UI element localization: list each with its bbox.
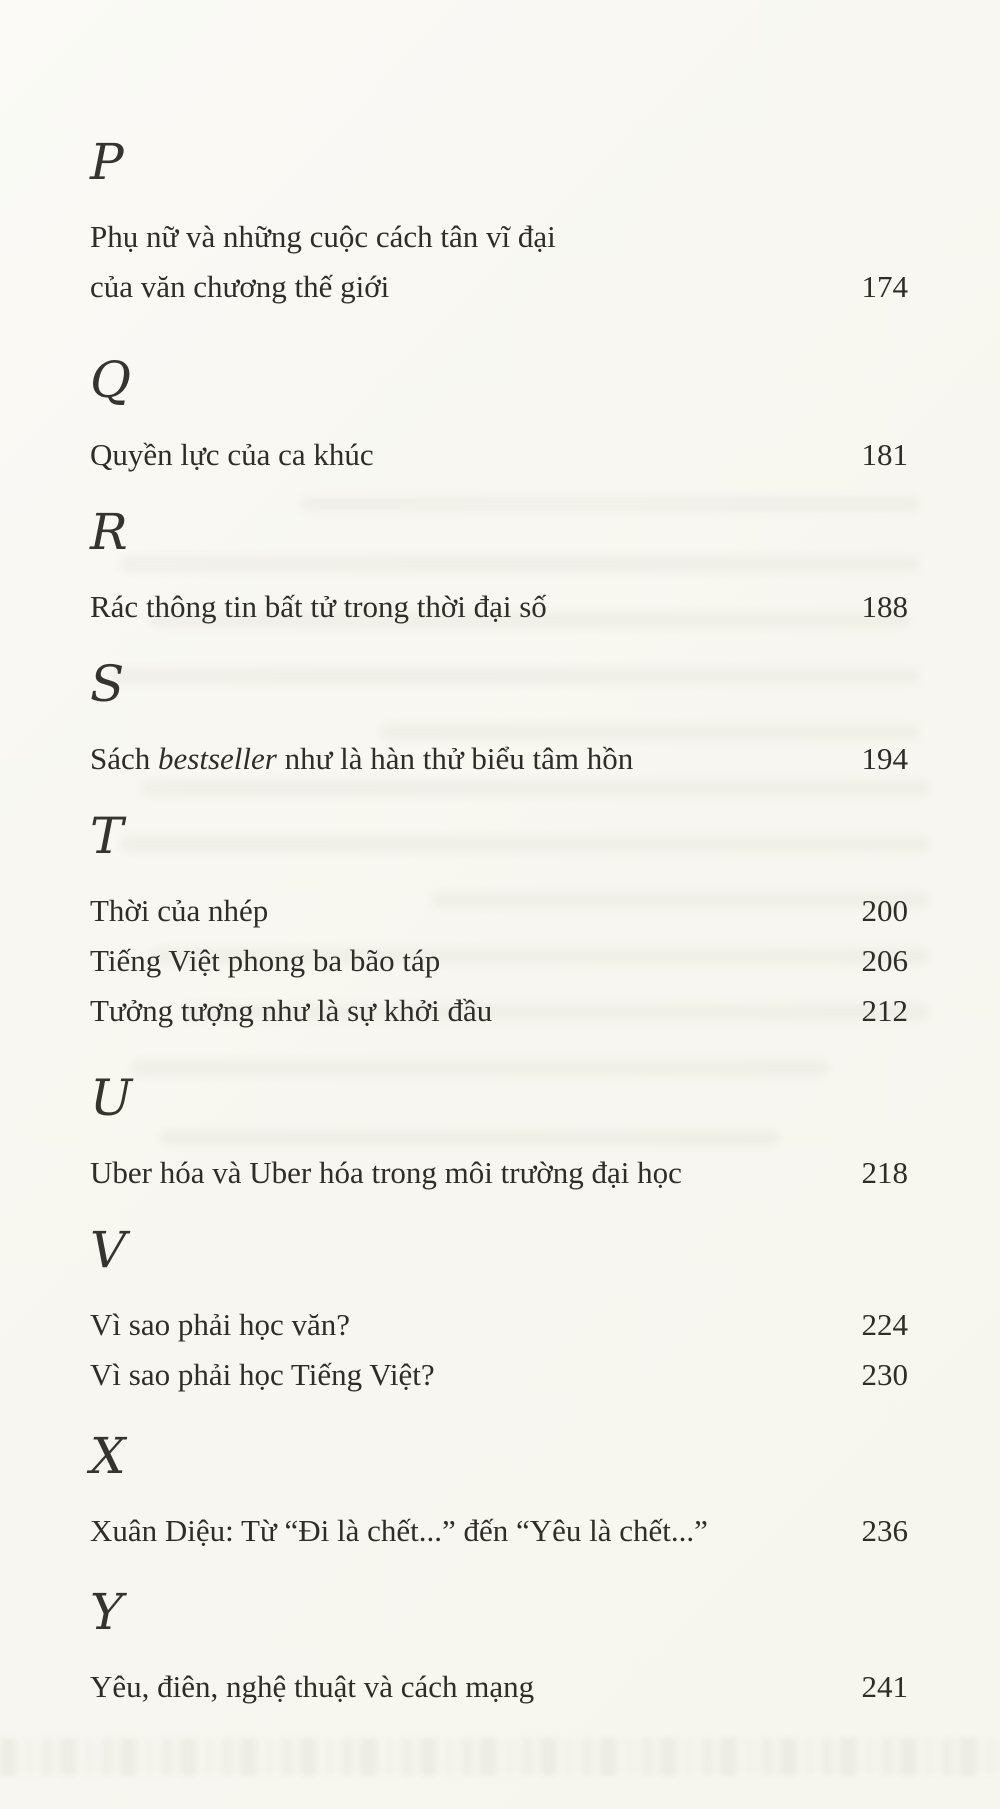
- toc-entry: [90, 1662, 908, 1712]
- entry-page-number: 236: [861, 1513, 908, 1548]
- toc-entry: [90, 1350, 908, 1400]
- entry-page-number: 188: [861, 589, 908, 624]
- entry-title: [90, 582, 547, 632]
- toc-entry: [90, 1506, 908, 1556]
- entry-title-part: như là hàn thử biểu tâm hồn: [276, 741, 634, 776]
- entry-title: [90, 886, 268, 936]
- entry-title-line: [90, 734, 633, 784]
- entry-page-number: 241: [861, 1669, 908, 1704]
- entry-title-line: Uber hóa và Uber hóa trong môi trường đại học: [90, 1155, 682, 1190]
- toc-entry: [90, 986, 908, 1036]
- entry-title: [90, 1662, 534, 1712]
- entry-page-number: 230: [861, 1357, 908, 1392]
- entry-title: [90, 430, 374, 480]
- entry-title: [90, 1148, 682, 1198]
- section-letter-v: V: [90, 1221, 128, 1279]
- toc-section-p: [90, 130, 908, 312]
- entry-page-number: 181: [861, 437, 908, 472]
- entry-title-italic-part: bestseller: [158, 741, 277, 776]
- toc-section-q: [90, 348, 908, 480]
- toc-entry: [90, 886, 908, 936]
- entry-title-line: Yêu, điên, nghệ thuật và cách mạng: [90, 1669, 535, 1704]
- entry-page-number: 206: [861, 943, 908, 978]
- toc-section-t: [90, 804, 908, 1036]
- section-letter-y: Y: [90, 1583, 125, 1641]
- entry-title-line: Tiếng Việt phong ba bão táp: [90, 943, 441, 978]
- entry-title: [90, 1506, 708, 1556]
- section-letter-t: T: [90, 807, 125, 865]
- toc-entry: [90, 734, 908, 784]
- entry-title-part: Sách: [90, 741, 159, 776]
- toc-entry: [90, 582, 908, 632]
- entry-title: [90, 986, 492, 1036]
- toc-section-r: [90, 500, 908, 632]
- entry-title-line: của văn chương thế giới: [90, 269, 390, 304]
- section-letter-p: P: [90, 133, 125, 191]
- toc-section-u: [90, 1066, 908, 1198]
- section-letter-q: Q: [90, 351, 132, 409]
- entry-page-number: 194: [861, 741, 908, 776]
- entry-title-line: Rác thông tin bất tử trong thời đại số: [90, 589, 547, 624]
- entry-title: [90, 1350, 435, 1400]
- entry-page-number: 174: [861, 269, 908, 304]
- entry-page-number: 224: [861, 1307, 908, 1342]
- bleed-through-band: [0, 1738, 1000, 1776]
- entry-title-line: Quyền lực của ca khúc: [90, 437, 374, 472]
- toc-section-v: [90, 1218, 908, 1400]
- entry-title: [90, 936, 440, 986]
- entry-title-line: Phụ nữ và những cuộc cách tân vĩ đại: [90, 219, 556, 254]
- section-letter-u: U: [90, 1069, 134, 1127]
- entry-page-number: 212: [861, 993, 908, 1028]
- toc-section-s: [90, 652, 908, 784]
- toc-entry: [90, 212, 908, 312]
- toc-entry: [90, 1148, 908, 1198]
- toc-entry: [90, 430, 908, 480]
- entry-page-number: 218: [861, 1155, 908, 1190]
- entry-title-line: Vì sao phải học văn?: [90, 1307, 350, 1342]
- toc-entry: [90, 936, 908, 986]
- entry-title-line: Vì sao phải học Tiếng Việt?: [90, 1357, 435, 1392]
- entry-title: [90, 734, 633, 784]
- section-letter-r: R: [90, 503, 129, 561]
- entry-page-number: 200: [861, 893, 908, 928]
- section-letter-x: X: [90, 1427, 127, 1485]
- entry-title: [90, 1300, 350, 1350]
- entry-title-line: Xuân Diệu: Từ “Đi là chết...” đến “Yêu là chết...”: [90, 1513, 708, 1548]
- entry-title-line: Thời của nhép: [90, 893, 269, 928]
- entry-title: [90, 212, 556, 312]
- toc-section-y: [90, 1580, 908, 1712]
- toc-section-x: [90, 1424, 908, 1556]
- entry-title-line: Tưởng tượng như là sự khởi đầu: [90, 993, 493, 1028]
- toc-entry: [90, 1300, 908, 1350]
- section-letter-s: S: [90, 655, 126, 713]
